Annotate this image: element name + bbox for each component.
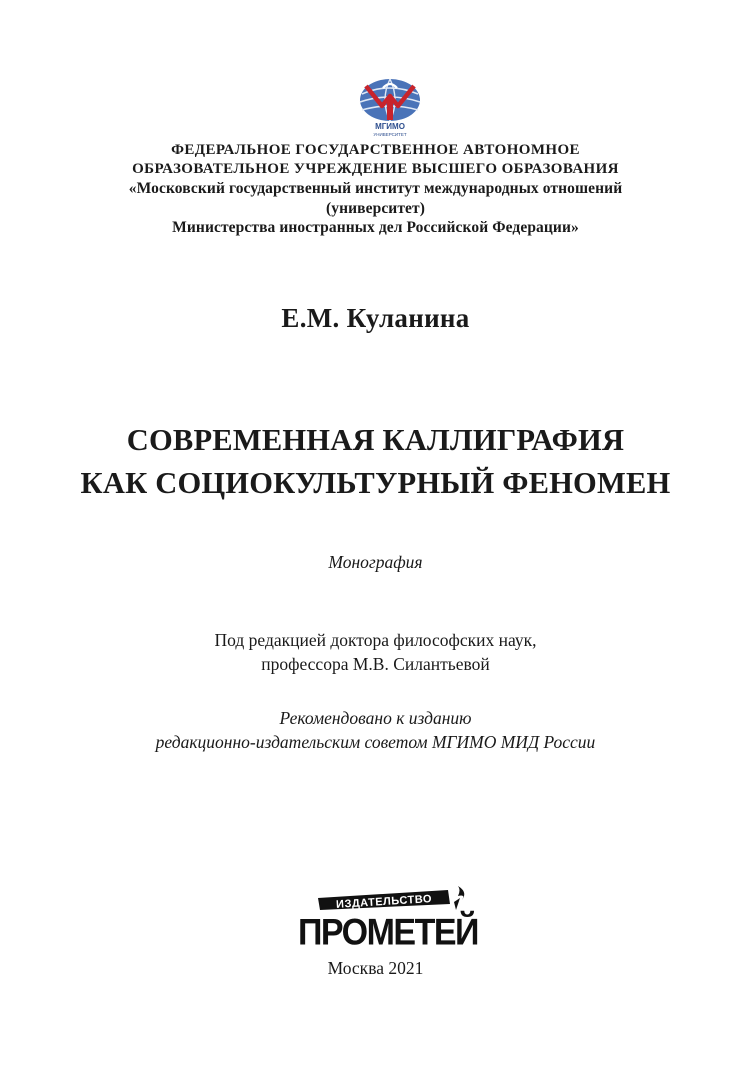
mgimo-logo [350, 76, 430, 138]
editor-line: Под редакцией доктора философских наук, [214, 630, 537, 650]
institution-block [40, 141, 711, 237]
mgimo-logo-text: МГИМО [375, 122, 405, 131]
institution-line: Министерства иностранных дел Российской Федерации» [172, 218, 579, 236]
editor-block [0, 628, 751, 676]
recommendation-block [0, 706, 751, 754]
institution-line: (университет) [325, 199, 426, 217]
editor-line: профессора М.В. Силантьевой [261, 654, 490, 674]
publisher-name: ПРОМЕТЕЙ [298, 911, 478, 953]
publisher-top-text: ИЗДАТЕЛЬСТВО [335, 893, 433, 911]
genre-label: Монография [328, 552, 423, 572]
title-line: КАК СОЦИОКУЛЬТУРНЫЙ ФЕНОМЕН [80, 466, 671, 500]
title-line: СОВРЕМЕННАЯ КАЛЛИГРАФИЯ [126, 423, 625, 457]
publisher-logo [298, 884, 478, 956]
mgimo-logo-subtext: УНИВЕРСИТЕТ [373, 132, 407, 137]
recommendation-line: редакционно-издательским советом МГИМО МИД России [155, 732, 596, 752]
author-name: Е.М. Куланина [281, 303, 470, 333]
city-year: Москва 2021 [327, 958, 424, 978]
recommendation-line: Рекомендовано к изданию [279, 708, 472, 728]
institution-line: ОБРАЗОВАТЕЛЬНОЕ УЧРЕЖДЕНИЕ ВЫСШЕГО ОБРАЗОВАНИЯ [132, 161, 619, 178]
institution-line: ФЕДЕРАЛЬНОЕ ГОСУДАРСТВЕННОЕ АВТОНОМНОЕ [171, 142, 580, 158]
institution-line: «Московский государственный институт международных отношений [128, 180, 623, 198]
book-title [0, 419, 751, 505]
